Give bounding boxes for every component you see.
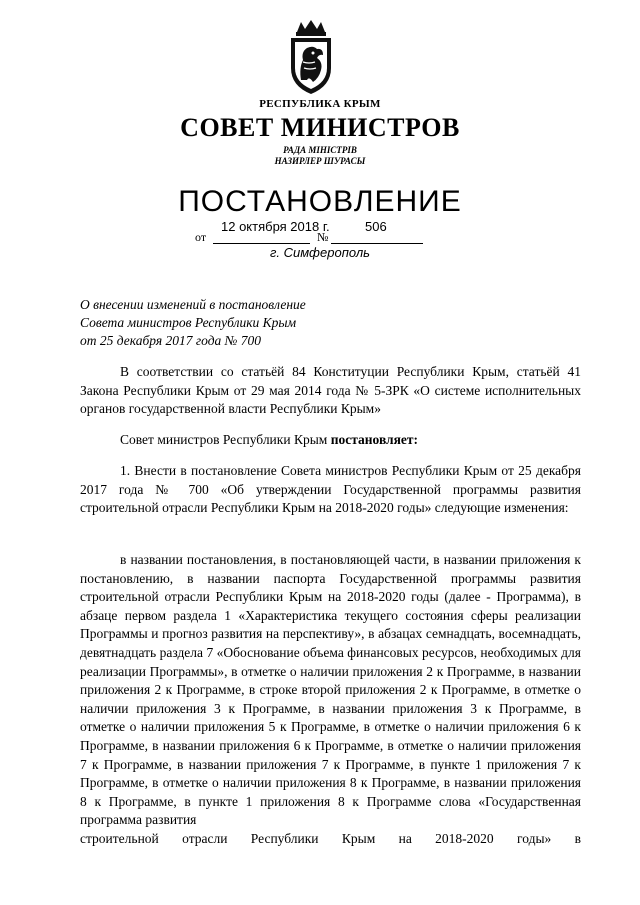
preamble-text: В соответствии со статьёй 84 Конституции Республики Крым, статьёй 41 Закона Республики Крым от 29 мая 2014 года № 5-ЗРК «О системе исполнительных органов государственной власти Республики Крым»	[80, 364, 581, 417]
resolution-paragraph	[80, 431, 581, 450]
subject-line: О внесении изменений в постановление	[80, 297, 306, 312]
resolution-text: Совет министров Республики Крым	[120, 432, 331, 447]
date-prefix: от	[195, 230, 207, 244]
decree-subject	[80, 296, 380, 350]
decree-number: 506	[365, 219, 387, 234]
number-sign: №	[317, 230, 329, 244]
date-underline	[213, 243, 310, 244]
preamble-paragraph	[80, 363, 581, 419]
resolution-keyword: постановляет:	[330, 432, 419, 447]
issuing-city: г. Симферополь	[270, 245, 370, 260]
subject-line: Совета министров Республики Крым	[80, 315, 297, 330]
number-underline	[331, 243, 423, 244]
clause-1-paragraph	[80, 462, 581, 518]
coat-of-arms-icon	[283, 18, 339, 96]
council-name-ukrainian: РАДА МІНІСТРІВ	[283, 145, 357, 155]
subject-line: от 25 декабря 2017 года № 700	[80, 333, 261, 348]
document-type-title: ПОСТАНОВЛЕНИЕ	[178, 185, 462, 218]
republic-name: РЕСПУБЛИКА КРЫМ	[259, 98, 381, 110]
clause-1-text: 1. Внести в постановление Совета министров Республики Крым от 25 декабря 2017 года № 700 «Об утверждении Государственной программы развития строительной отрасли Республики Крым на 2018-2020 годы» следующие изменения:	[80, 463, 581, 516]
amendments-text: в названии постановления, в постановляющей части, в названии приложения к постановлению, в названии паспорта Государственной программы развития строительной отрасли Республики Крым на 2018-2020 годы (далее - Программа), в абзаце первом раздела 1 «Характеристика текущего состояния сферы реализации Программы и прогноз развития на перспективу», в абзацах семнадцать, восемнадцать, девятнадцать раздела 7 «Обоснование объема финансовых ресурсов, необходимых для реализации Программы», в отметке о наличии приложения 2 к Программе, в названии приложения 2 к Программе, в строке второй приложения 2 к Программе, в отметке о наличии приложения 3 к Программе, в названии приложения 3 к Программе, в отметке о наличии приложения 5 к Программе, в отметке о наличии приложения 6 к Программе, в названии приложения 6 к Программе, в отметке о наличии приложения 7 к Программе, в названии приложения 7 к Программе, в пункте 1 приложения 7 к Программе, в отметке о наличии приложения 8 к Программе, в названии приложения 8 к Программе, в пункте 1 приложения 8 к Программе слова «Государственная программа развития	[80, 552, 581, 828]
amendments-last-line: строительной отрасли Республики Крым на 2018-2020 годы» в	[80, 830, 581, 846]
amendments-paragraph	[80, 551, 581, 849]
council-name-crimean-tatar: НАЗИРЛЕР ШУРАСЫ	[274, 156, 366, 166]
decree-date: 12 октября 2018 г.	[221, 219, 330, 234]
decree-dateline	[193, 219, 425, 244]
council-name: СОВЕТ МИНИСТРОВ	[180, 113, 460, 142]
